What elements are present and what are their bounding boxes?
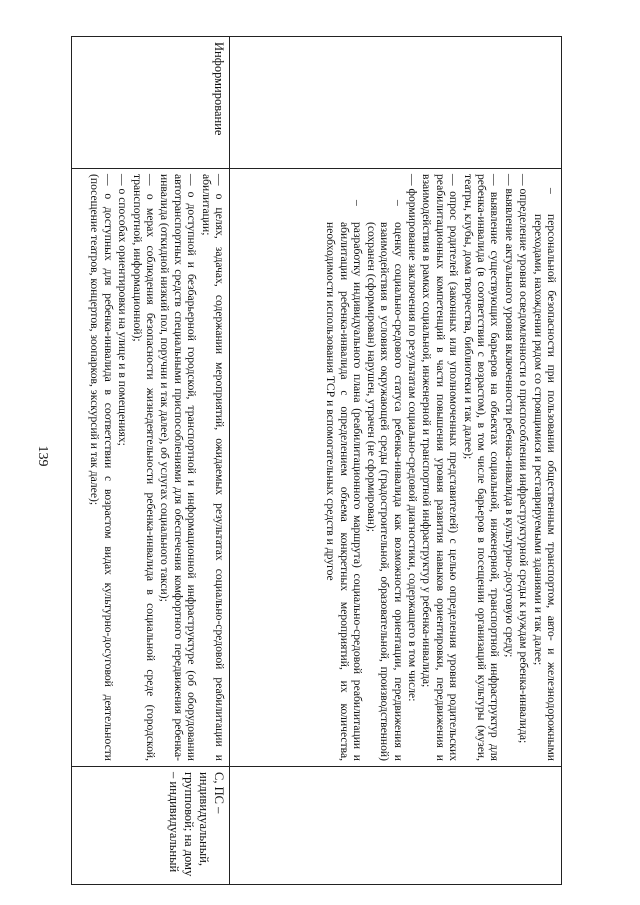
paragraph: — о мерах соблюдения безопасности жизнедеятельности ребенка-инвалида в социальной среде (городской, транспортной, информационной); [130, 174, 157, 761]
paragraph: — формирование заключения по результатам социально-средовой диагностики, содержащего в том числе: [405, 174, 419, 702]
paragraph: — о доступных для ребенка-инвалида в соответствии с возрастом видах культурно-досуговой деятельности (посещение театров, концертов, зоопарков, экскурсий и так далее); [88, 174, 115, 761]
measure-content-cell [72, 169, 230, 767]
paragraph: — о целях, задачах, содержании мероприятий, ожидаемых результатах социально-средовой реабилитации и абилитации; [199, 174, 226, 761]
list-item [531, 174, 558, 761]
list-item [364, 200, 404, 761]
paragraph: — опрос родителей (законных или уполномоченных представителей) с целью определения уровня родительских реабилитационных компетенций в части повышения уровня развития навыков ориентировки, передвижения и взаимодействия в рамках социальной, инженерной и транспортной инфраструктур у ребенка-инвалида; [420, 174, 461, 761]
list-item-text: оценку социально-средового статуса ребенка-инвалида как возможности ориентации, передвижения и взаимодействия в условиях окружающей среды (градостроительной, образовательной, производственной) (сохранен (сформирован) нарушен, утрачен (не сформирован); [364, 222, 405, 761]
measure-label-cell: Информирование [72, 37, 230, 169]
measure-content-cell [230, 169, 562, 767]
measure-label-cell [230, 37, 562, 169]
rotated-table-wrapper [72, 36, 562, 884]
service-level-cell: С, ПС – индивидуальный, групповой; на дому – индивидуальный [72, 767, 230, 885]
measures-table [71, 36, 562, 885]
page-number: 139 [35, 445, 50, 467]
paragraph: — о доступной и безбарьерной городской, транспортной и информационной инфраструктуре (об оборудовании автотранспортных средств специальными приспособлениями для обеспечения комфортного передвижения ребенка-инвалида (откидной низкий пол, поручни и так далее), об услугах социального такси); [158, 174, 199, 761]
dash-marker: – [545, 188, 558, 194]
list-item [324, 200, 364, 761]
table-row [72, 37, 230, 885]
list-item-text: разработку индивидуального плана (реабилитационного маршрута) социально-средовой реабилитации и абилитации ребенка-инвалида с определением объема конкретных мероприятий, их количества, необходимости использования ТСР и вспомогательных средств и другое [324, 222, 365, 761]
service-level-cell [230, 767, 562, 885]
paragraph: — определение уровня осведомленности о приспособлении инфраструктурной среды к нуждам ребенка-инвалида; [517, 174, 531, 744]
paragraph: — выявление существующих барьеров на объектах социальной, инженерной, транспортной инфраструктур для ребенка-инвалида (в соответствии с возрастом), в том числе барьеров в посещении организаций культуры (музеи, театры, клубы, дома творчества, библиотеки и так далее); [461, 174, 502, 761]
table-row [230, 37, 562, 885]
paragraph: — выявление актуального уровня включенности ребенка-инвалида в культурно-досуговую среду; [502, 174, 516, 658]
dash-marker: – [391, 200, 405, 206]
dash-marker: – [351, 200, 365, 206]
list-item-text: персональной безопасности при пользовании общественным транспортом, авто- и железнодорожными переходами, нахождении рядом со строящимися и реставрируемыми зданиями и так далее; [531, 214, 558, 761]
paragraph: — о способах ориентировки на улице и в помещениях; [116, 174, 130, 446]
